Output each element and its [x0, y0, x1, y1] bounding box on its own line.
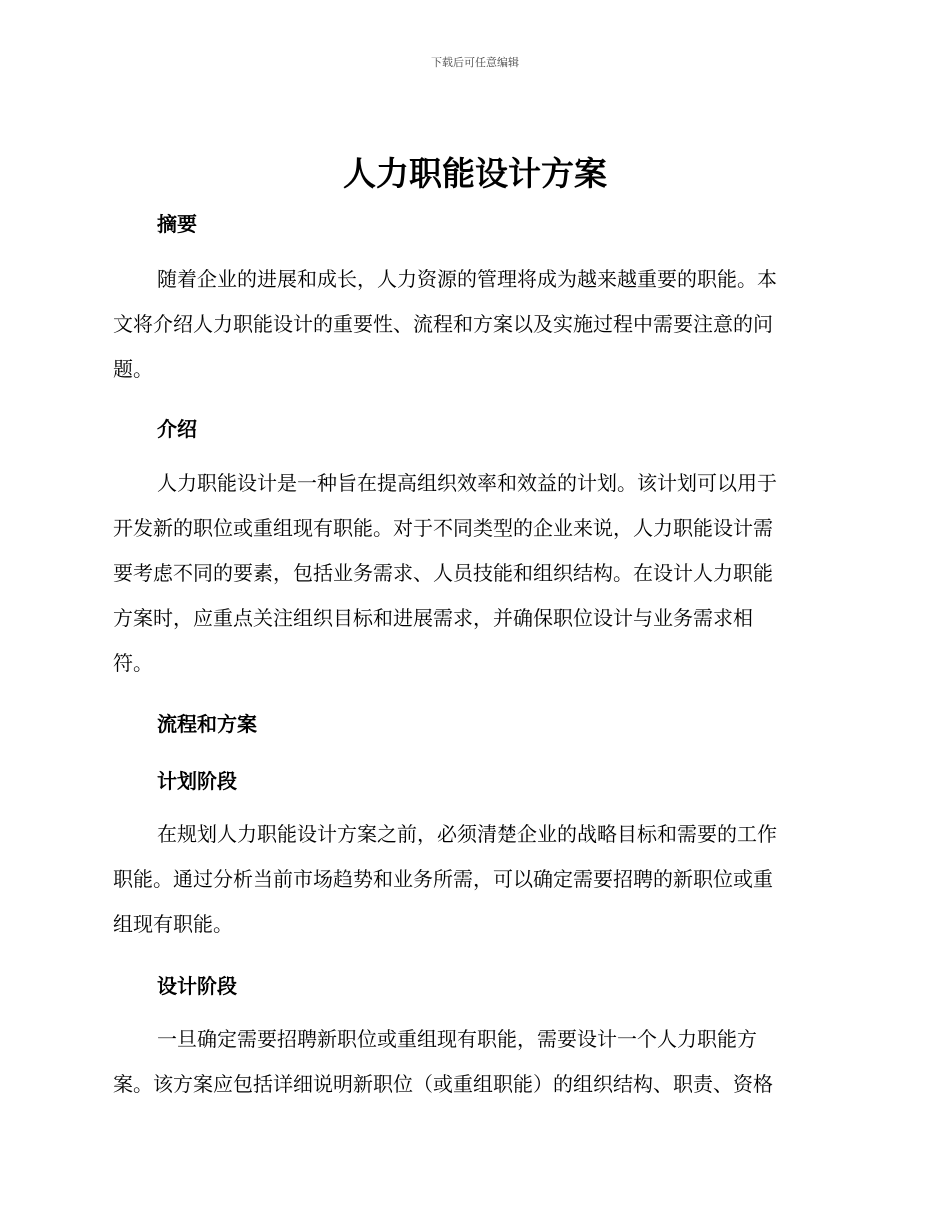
- abstract-paragraph: [113, 257, 838, 392]
- paragraph-line: 方案时，应重点关注组织目标和进展需求，并确保职位设计与业务需求相: [113, 606, 753, 630]
- design-heading: 设计阶段: [157, 974, 237, 998]
- plan-paragraph: [113, 812, 838, 947]
- paragraph-line: 组现有职能。: [113, 912, 233, 936]
- paragraph-line: 文将介绍人力职能设计的重要性、流程和方案以及实施过程中需要注意的问: [113, 312, 773, 336]
- paragraph-line: 题。: [113, 357, 153, 381]
- paragraph-line: 随着企业的进展和成长，人力资源的管理将成为越来越重要的职能。本: [157, 267, 777, 291]
- paragraph-line: 人力职能设计是一种旨在提高组织效率和效益的计划。该计划可以用于: [157, 471, 777, 495]
- document-title: 人力职能设计方案: [343, 154, 607, 193]
- header-note: 下载后可任意编辑: [431, 56, 519, 69]
- intro-paragraph: [113, 461, 838, 686]
- paragraph-line: 案。该方案应包括详细说明新职位（或重组职能）的组织结构、职责、资格: [113, 1072, 773, 1096]
- plan-heading: 计划阶段: [157, 769, 237, 793]
- intro-heading: 介绍: [157, 417, 197, 441]
- design-paragraph: [113, 1017, 838, 1107]
- paragraph-line: 职能。通过分析当前市场趋势和业务所需，可以确定需要招聘的新职位或重: [113, 867, 773, 891]
- paragraph-line: 一旦确定需要招聘新职位或重组现有职能，需要设计一个人力职能方: [157, 1027, 757, 1051]
- process-heading: 流程和方案: [157, 712, 257, 736]
- paragraph-line: 要考虑不同的要素，包括业务需求、人员技能和组织结构。在设计人力职能: [113, 561, 773, 585]
- paragraph-line: 符。: [113, 651, 153, 675]
- abstract-heading: 摘要: [157, 212, 197, 236]
- paragraph-line: 开发新的职位或重组现有职能。对于不同类型的企业来说，人力职能设计需: [113, 516, 773, 540]
- paragraph-line: 在规划人力职能设计方案之前，必须清楚企业的战略目标和需要的工作: [157, 822, 777, 846]
